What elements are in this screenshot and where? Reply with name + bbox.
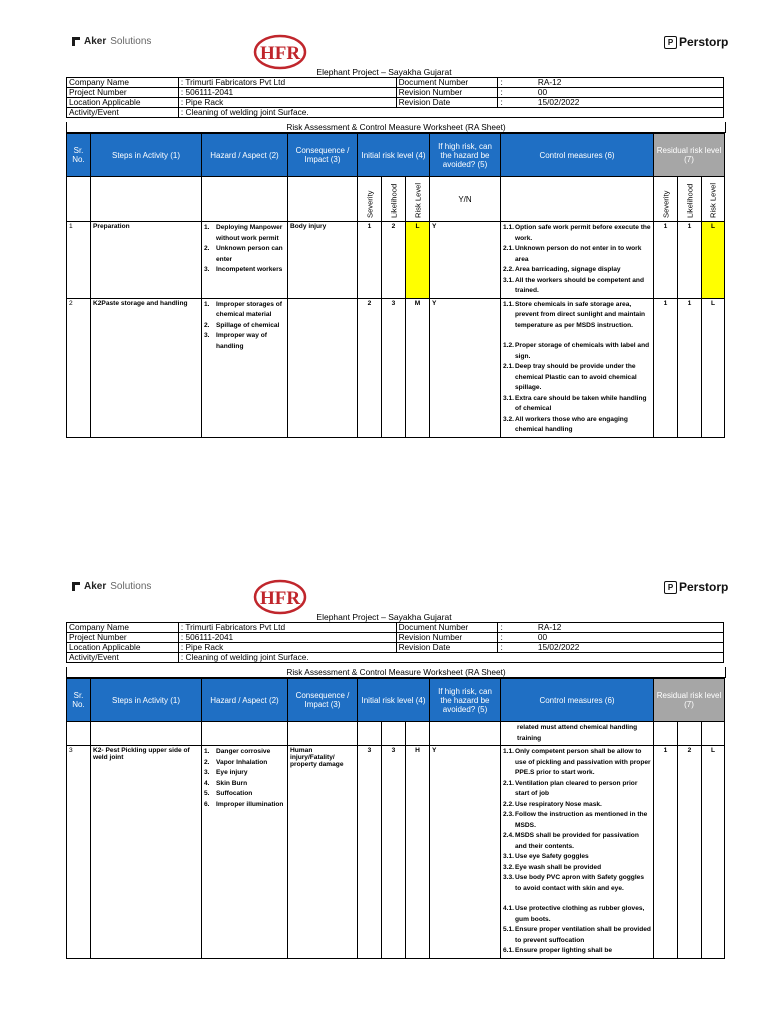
- project-number-label: Project Number: [67, 88, 179, 98]
- control-text: Use respiratory Nose mask.: [515, 800, 602, 808]
- risk-row: [67, 222, 725, 299]
- control-item: [503, 873, 651, 894]
- page1-rows: [67, 222, 725, 438]
- row-step: K2Paste storage and handling: [91, 298, 202, 437]
- hazard-number: 3.: [204, 332, 210, 339]
- control-item: [503, 341, 651, 362]
- row-avoid: Y: [430, 298, 501, 437]
- row-consequence: Human injury/Fatality/ property damage: [288, 746, 358, 959]
- control-number: 3.3.: [503, 874, 515, 881]
- row-r-severity: 1: [654, 746, 678, 959]
- revision-number-colon: :: [498, 88, 536, 98]
- project-title: Elephant Project – Sayakha Gujarat: [316, 67, 452, 77]
- control-text: Use eye Safety goggles: [515, 853, 589, 860]
- hazard-text: Eye injury: [216, 769, 248, 776]
- control-text: Unknown person do not enter in to work area: [515, 245, 642, 263]
- risk-row: [67, 298, 725, 437]
- control-list: [503, 747, 651, 957]
- control-number: 2.2.: [503, 800, 515, 808]
- hazard-text: Deploying Manpower without work permit: [216, 224, 283, 242]
- col-control: Control measures (6): [501, 134, 654, 177]
- control-item: [503, 244, 651, 265]
- hazard-text: Suffocation: [216, 790, 253, 797]
- control-text: Area barricading, signage display: [515, 266, 621, 273]
- control-text: Ensure proper lighting shall be: [515, 947, 613, 954]
- doc-number-label: Document Number: [396, 78, 498, 88]
- col-initial-risk: Initial risk level (4): [358, 679, 430, 722]
- revision-date-label: Revision Date: [396, 98, 498, 108]
- control-text: Extra care should be taken while handling of chemical: [515, 394, 647, 412]
- control-text: Proper storage of chemicals with label and sign.: [515, 342, 650, 360]
- company-name-label: Company Name: [67, 78, 179, 88]
- hazard-item: [204, 223, 285, 244]
- control-number: 1.1.: [503, 300, 515, 308]
- control-number: 2.1.: [503, 363, 515, 370]
- hazard-text: Improper way of handling: [216, 332, 267, 350]
- doc-number-label: Document Number: [396, 623, 498, 633]
- col-initial-risk: Initial risk level (4): [358, 134, 430, 177]
- row-hazards: [202, 298, 288, 437]
- control-number: 3.1.: [503, 394, 515, 402]
- col-residual: Residual risk level (7): [654, 134, 725, 177]
- row-avoid: Y: [430, 222, 501, 299]
- row-r-risk-level: L: [702, 746, 725, 959]
- control-number: 3.2.: [503, 415, 515, 423]
- col-avoid: If high risk, can the hazard be avoided? (5): [430, 679, 501, 722]
- control-list: [503, 300, 651, 436]
- revision-date-label: Revision Date: [396, 643, 498, 653]
- hazard-number: 2.: [204, 245, 210, 252]
- hazard-number: 5.: [204, 790, 210, 797]
- control-text: All the workers should be competent and trained.: [515, 276, 644, 294]
- hazard-number: 4.: [204, 779, 210, 787]
- row-avoid: Y: [430, 746, 501, 959]
- hazard-item: [204, 244, 285, 265]
- control-number: 2.2.: [503, 266, 515, 273]
- activity-value: : Cleaning of welding joint Surface.: [178, 108, 723, 118]
- control-number: 2.4.: [503, 832, 515, 839]
- control-item: [503, 331, 651, 341]
- control-item: [503, 894, 651, 904]
- row-r-severity: 1: [654, 222, 678, 299]
- control-text: Eye wash shall be provided: [515, 863, 602, 871]
- col-hazard: Hazard / Aspect (2): [202, 134, 288, 177]
- control-text: Ventilation plan cleared to person prior start of job: [515, 779, 638, 797]
- control-number: [503, 894, 515, 904]
- activity-label: Activity/Event: [67, 653, 179, 663]
- doc-number-value: RA-12: [536, 78, 724, 88]
- cont-empty: [678, 722, 702, 746]
- project-number-value: : 506111-2041: [178, 88, 396, 98]
- control-text: Store chemicals in safe storage area, prevent from direct sunlight and maintain temperature as per MSDS instruction.: [515, 300, 646, 329]
- risk-row: [67, 746, 725, 959]
- row-likelihood: 3: [382, 298, 406, 437]
- row-sr: 3: [67, 746, 91, 959]
- project-number-label: Project Number: [67, 633, 179, 643]
- col-sr: Sr. No.: [67, 679, 91, 722]
- sub-likelihood: Likelihood: [382, 177, 406, 222]
- control-text: Ensure proper ventilation shall be provided to prevent suffocation: [515, 926, 651, 944]
- control-text: Use body PVC apron with Safety goggles to avoid contact with skin and eye.: [515, 874, 644, 892]
- row-consequence: [288, 298, 358, 437]
- row-r-likelihood: 1: [678, 298, 702, 437]
- info-table: [66, 77, 724, 118]
- hazard-number: 1.: [204, 224, 210, 231]
- page-1: [0, 0, 768, 480]
- control-text: [515, 894, 651, 904]
- row-sr: 1: [67, 222, 91, 299]
- control-text: All workers those who are engaging chemical handling: [515, 415, 628, 433]
- control-item: [503, 362, 651, 394]
- control-number: 6.1.: [503, 947, 515, 954]
- control-number: 3.1.: [503, 853, 515, 860]
- cont-empty: [702, 722, 725, 746]
- aker-solutions-logo: [72, 36, 151, 47]
- location-label: Location Applicable: [67, 643, 179, 653]
- control-item: [503, 265, 651, 276]
- revision-number-label: Revision Number: [396, 633, 498, 643]
- hazard-item: [204, 789, 285, 800]
- revision-date-value: 15/02/2022: [536, 643, 724, 653]
- hazard-number: 2.: [204, 758, 210, 766]
- hazard-text: Improper illumination: [216, 800, 284, 808]
- control-number: 3.2.: [503, 863, 515, 871]
- activity-label: Activity/Event: [67, 108, 179, 118]
- activity-value: : Cleaning of welding joint Surface.: [178, 653, 723, 663]
- project-number-value: : 506111-2041: [178, 633, 396, 643]
- hazard-item: [204, 331, 285, 352]
- hfr-logo: [252, 34, 308, 70]
- row-severity: 2: [358, 298, 382, 437]
- hazard-number: 1.: [204, 300, 210, 308]
- hazard-item: [204, 758, 285, 769]
- continuation-row: [67, 722, 725, 746]
- aker-brand-bold: Aker: [84, 36, 107, 47]
- control-item: [503, 276, 651, 297]
- hazard-text: Spillage of chemical: [216, 321, 280, 329]
- hazard-number: 1.: [204, 748, 210, 755]
- sub-risk-level: Risk Level: [406, 177, 430, 222]
- hazard-text: Unknown person can enter: [216, 245, 283, 263]
- control-text: Use protective clothing as rubber gloves, gum boots.: [515, 905, 645, 923]
- hazard-number: 6.: [204, 800, 210, 808]
- control-item: [503, 300, 651, 332]
- col-steps: Steps in Activity (1): [91, 134, 202, 177]
- worksheet-title: Risk Assessment & Control Measure Worksheet (RA Sheet): [66, 122, 726, 133]
- hazard-text: Improper storages of chemical material: [216, 300, 282, 318]
- control-list: [503, 223, 651, 297]
- location-value: : Pipe Rack: [178, 98, 396, 108]
- control-item: [503, 863, 651, 874]
- control-number: 1.2.: [503, 342, 515, 349]
- control-item: [503, 800, 651, 811]
- cont-empty: [202, 722, 288, 746]
- sub-r-likelihood: Likelihood: [678, 177, 702, 222]
- control-item: [503, 415, 651, 436]
- ra-table: [66, 133, 725, 438]
- control-text: Option safe work permit before execute the work.: [515, 224, 651, 242]
- sub-empty: [67, 177, 91, 222]
- control-number: 1.1.: [503, 224, 515, 231]
- cont-empty: [358, 722, 382, 746]
- cont-empty: [654, 722, 678, 746]
- sub-r-risk-level: Risk Level: [702, 177, 725, 222]
- control-number: 2.1.: [503, 245, 515, 252]
- perstorp-label: Perstorp: [679, 580, 729, 594]
- row-sr: 2: [67, 298, 91, 437]
- hazard-item: [204, 768, 285, 779]
- row-controls: [501, 222, 654, 299]
- hazard-item: [204, 800, 285, 811]
- cont-empty: [382, 722, 406, 746]
- svg-text:HFR: HFR: [259, 43, 301, 64]
- col-hazard: Hazard / Aspect (2): [202, 679, 288, 722]
- cont-empty: [67, 722, 91, 746]
- row-risk-level: H: [406, 746, 430, 959]
- revision-number-value: 00: [536, 88, 724, 98]
- aker-brand-bold: Aker: [84, 581, 107, 592]
- cont-empty: [288, 722, 358, 746]
- company-name-value: : Trimurti Fabricators Pvt Ltd: [178, 78, 396, 88]
- sub-empty: [91, 177, 202, 222]
- hfr-logo: [252, 579, 308, 615]
- sub-empty: [202, 177, 288, 222]
- control-item: [503, 779, 651, 800]
- project-title: Elephant Project – Sayakha Gujarat: [316, 612, 452, 622]
- control-item: [503, 747, 651, 779]
- column-header-row: [67, 134, 725, 177]
- column-header-row: [67, 679, 725, 722]
- revision-number-value: 00: [536, 633, 724, 643]
- aker-brand-light: Solutions: [110, 581, 152, 592]
- row-r-risk-level: L: [702, 222, 725, 299]
- subheader-row: [67, 177, 725, 222]
- hazard-item: [204, 265, 285, 276]
- cont-empty: [406, 722, 430, 746]
- row-controls: [501, 746, 654, 959]
- control-number: 2.1.: [503, 779, 515, 787]
- perstorp-logo: [664, 580, 728, 594]
- hazard-item: [204, 321, 285, 332]
- hazard-list: [204, 300, 285, 353]
- aker-logo-icon: [72, 582, 80, 591]
- hazard-text: Vapor Inhalation: [216, 758, 268, 766]
- hazard-text: Incompetent workers: [216, 266, 283, 273]
- revision-number-colon: :: [498, 633, 536, 643]
- sub-empty: [501, 177, 654, 222]
- col-consequence: Consequence / Impact (3): [288, 134, 358, 177]
- info-table: [66, 622, 724, 663]
- aker-logo-icon: [72, 37, 80, 46]
- control-item: [503, 946, 651, 957]
- worksheet-title: Risk Assessment & Control Measure Worksheet (RA Sheet): [66, 667, 726, 678]
- hazard-number: 3.: [204, 266, 210, 273]
- control-item: [503, 810, 651, 831]
- perstorp-logo: [664, 35, 728, 49]
- control-item: [503, 925, 651, 946]
- control-text: Only competent person shall be allow to use of pickling and passivation with proper PPE.S prior to start work.: [515, 748, 651, 776]
- sub-severity: Severity: [358, 177, 382, 222]
- control-text: MSDS shall be provided for passivation and their contents.: [515, 832, 639, 850]
- hazard-item: [204, 779, 285, 790]
- revision-date-colon: :: [498, 643, 536, 653]
- hazard-text: Danger corrosive: [216, 748, 271, 755]
- col-consequence: Consequence / Impact (3): [288, 679, 358, 722]
- page-header: [0, 0, 768, 70]
- control-item: [503, 394, 651, 415]
- hazard-list: [204, 747, 285, 810]
- ra-table: [66, 678, 725, 959]
- col-sr: Sr. No.: [67, 134, 91, 177]
- row-hazards: [202, 746, 288, 959]
- row-hazards: [202, 222, 288, 299]
- row-risk-level: L: [406, 222, 430, 299]
- hazard-list: [204, 223, 285, 276]
- row-r-likelihood: 2: [678, 746, 702, 959]
- revision-number-label: Revision Number: [396, 88, 498, 98]
- row-severity: 3: [358, 746, 382, 959]
- cont-empty: [430, 722, 501, 746]
- row-r-likelihood: 1: [678, 222, 702, 299]
- row-consequence: Body injury: [288, 222, 358, 299]
- col-residual: Residual risk level (7): [654, 679, 725, 722]
- hazard-item: [204, 747, 285, 758]
- svg-text:HFR: HFR: [259, 588, 301, 609]
- row-r-severity: 1: [654, 298, 678, 437]
- location-label: Location Applicable: [67, 98, 179, 108]
- control-text: Deep tray should be provide under the chemical Plastic can to avoid chemical spillage.: [515, 363, 637, 391]
- cont-empty: [91, 722, 202, 746]
- row-likelihood: 3: [382, 746, 406, 959]
- location-value: : Pipe Rack: [178, 643, 396, 653]
- control-number: 2.3.: [503, 811, 515, 818]
- revision-date-value: 15/02/2022: [536, 98, 724, 108]
- revision-date-colon: :: [498, 98, 536, 108]
- row-controls: [501, 298, 654, 437]
- aker-brand-light: Solutions: [110, 36, 152, 47]
- col-control: Control measures (6): [501, 679, 654, 722]
- perstorp-label: Perstorp: [679, 35, 729, 49]
- hazard-number: 2.: [204, 321, 210, 329]
- row-step: K2- Pest Pickling upper side of weld joint: [91, 746, 202, 959]
- row-severity: 1: [358, 222, 382, 299]
- continuation-text: related must attend chemical handling training: [501, 722, 654, 746]
- control-text: [515, 331, 651, 341]
- sub-r-severity: Severity: [654, 177, 678, 222]
- control-number: 3.1.: [503, 276, 515, 284]
- control-number: 1.1.: [503, 748, 515, 755]
- sub-yn: Y/N: [430, 177, 501, 222]
- control-number: 4.1.: [503, 905, 515, 912]
- control-item: [503, 852, 651, 863]
- sub-empty: [288, 177, 358, 222]
- doc-number-value: RA-12: [536, 623, 724, 633]
- row-r-risk-level: L: [702, 298, 725, 437]
- control-number: 5.1.: [503, 926, 515, 933]
- row-step: Preparation: [91, 222, 202, 299]
- control-item: [503, 223, 651, 244]
- row-likelihood: 2: [382, 222, 406, 299]
- hazard-item: [204, 300, 285, 321]
- control-text: Follow the instruction as mentioned in the MSDS.: [515, 811, 648, 829]
- page-2: [0, 545, 768, 1024]
- aker-solutions-logo: [72, 581, 151, 592]
- perstorp-icon: P: [664, 581, 677, 594]
- doc-number-colon: :: [498, 623, 536, 633]
- hazard-number: 3.: [204, 769, 210, 776]
- page2-rows: [67, 746, 725, 959]
- col-avoid: If high risk, can the hazard be avoided? (5): [430, 134, 501, 177]
- hazard-text: Skin Burn: [216, 779, 248, 787]
- control-item: [503, 904, 651, 925]
- row-risk-level: M: [406, 298, 430, 437]
- control-item: [503, 831, 651, 852]
- control-number: [503, 331, 515, 341]
- company-name-label: Company Name: [67, 623, 179, 633]
- col-steps: Steps in Activity (1): [91, 679, 202, 722]
- page-header: [0, 545, 768, 615]
- doc-number-colon: :: [498, 78, 536, 88]
- perstorp-icon: P: [664, 36, 677, 49]
- company-name-value: : Trimurti Fabricators Pvt Ltd: [178, 623, 396, 633]
